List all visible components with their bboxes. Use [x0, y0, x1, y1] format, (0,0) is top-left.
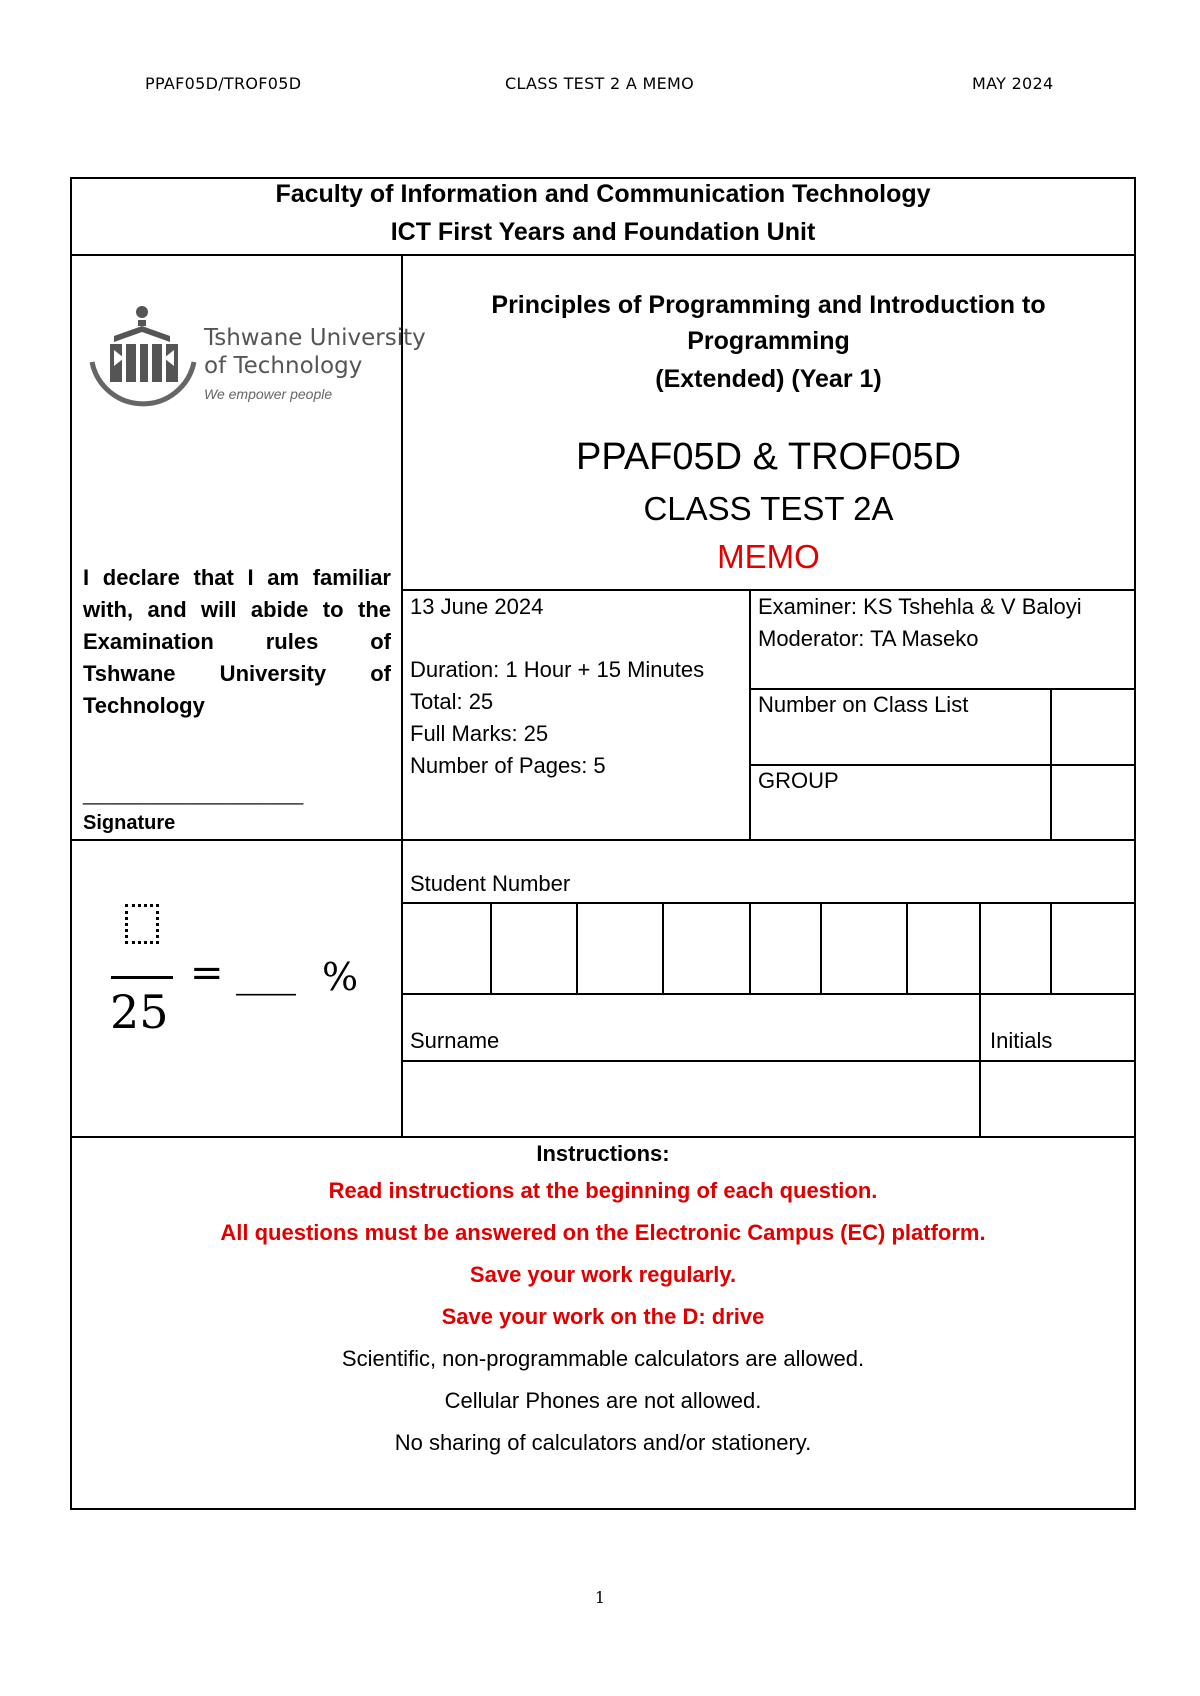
declaration-line: Tshwane University of — [83, 661, 391, 686]
test-full-marks: Full Marks: 25 — [410, 721, 549, 746]
instruction-item: All questions must be answered on the Electronic Campus (EC) platform. — [220, 1220, 986, 1245]
signature-line: ______________________ — [83, 785, 304, 805]
declaration-line: with, and will abide to the — [83, 597, 391, 622]
instruction-item: Cellular Phones are not allowed. — [444, 1388, 762, 1413]
logo-name-line2: of Technology — [204, 353, 363, 379]
logo-name-line1: Tshwane University — [204, 325, 426, 351]
header-center: CLASS TEST 2 A MEMO — [505, 74, 695, 93]
initials-field[interactable] — [981, 1062, 1134, 1136]
test-pages: Number of Pages: 5 — [410, 753, 606, 778]
unit-title: ICT First Years and Foundation Unit — [390, 218, 816, 246]
subject-line2: Programming — [687, 327, 850, 355]
student-number-label: Student Number — [410, 871, 571, 896]
test-total: Total: 25 — [410, 689, 494, 714]
score-denominator: 25 — [110, 985, 169, 1039]
student-number-field[interactable] — [403, 904, 1134, 993]
declaration-line: Technology — [83, 693, 205, 718]
class-list-label: Number on Class List — [758, 692, 969, 717]
score-blank[interactable]: ___ — [236, 950, 296, 996]
test-duration: Duration: 1 Hour + 15 Minutes — [410, 657, 705, 682]
faculty-title: Faculty of Information and Communication Technology — [275, 180, 931, 208]
page-number: 1 — [594, 1588, 606, 1607]
instruction-item: Save your work regularly. — [469, 1262, 737, 1287]
declaration-line: Examination rules of — [83, 629, 391, 654]
instruction-item: Save your work on the D: drive — [441, 1304, 765, 1329]
group-label: GROUP — [758, 768, 839, 793]
header-right: MAY 2024 — [972, 74, 1054, 93]
declaration-line: I declare that I am familiar — [83, 565, 391, 590]
examiner: Examiner: KS Tshehla & V Baloyi — [758, 594, 1082, 619]
test-date: 13 June 2024 — [410, 594, 544, 619]
university-emblem-icon — [84, 300, 202, 410]
class-list-number-field[interactable] — [1052, 690, 1134, 764]
signature-label: Signature — [83, 812, 176, 834]
university-logo — [84, 300, 426, 410]
score-placeholder-box[interactable] — [125, 904, 159, 944]
instructions — [72, 1138, 1134, 1464]
score-equals: = — [190, 950, 224, 996]
header-left: PPAF05D/TROF05D — [145, 74, 302, 93]
declaration — [83, 562, 391, 722]
instruction-item: Read instructions at the beginning of each question. — [328, 1178, 878, 1203]
group-field[interactable] — [1052, 766, 1134, 839]
moderator: Moderator: TA Maseko — [758, 626, 979, 651]
subject-line1: Principles of Programming and Introduction to — [491, 291, 1046, 319]
subject-code: PPAF05D & TROF05D — [575, 436, 962, 478]
logo-tagline: We empower people — [204, 386, 333, 402]
initials-label: Initials — [990, 1028, 1053, 1053]
instructions-heading: Instructions: — [536, 1141, 670, 1166]
surname-field[interactable] — [403, 1062, 979, 1136]
instruction-item: No sharing of calculators and/or stationery. — [394, 1430, 812, 1455]
score-percent: % — [322, 955, 359, 999]
instruction-item: Scientific, non-programmable calculators are allowed. — [341, 1346, 865, 1371]
memo-label: MEMO — [717, 538, 820, 575]
surname-label: Surname — [410, 1028, 500, 1053]
test-title: CLASS TEST 2A — [643, 490, 894, 527]
subject-line3: (Extended) (Year 1) — [655, 365, 882, 393]
